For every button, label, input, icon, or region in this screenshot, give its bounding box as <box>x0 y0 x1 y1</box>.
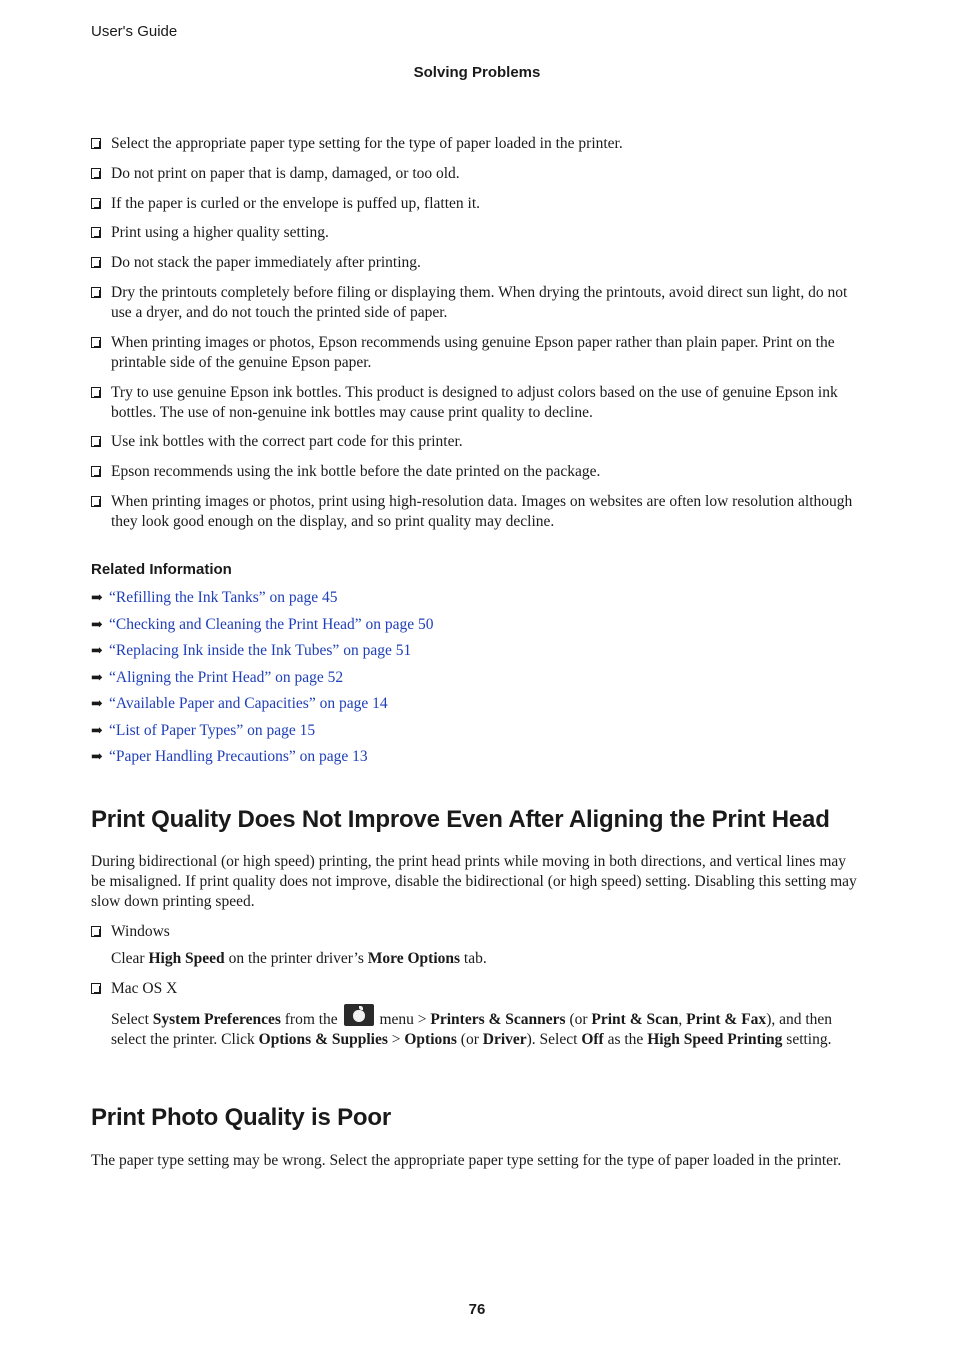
apple-icon <box>344 1004 374 1026</box>
checkbox-bullet-icon <box>91 168 101 179</box>
section-body: The paper type setting may be wrong. Select the appropriate paper type setting for the type of paper loaded in the printer. <box>91 1152 842 1169</box>
arrow-right-icon: ➡ <box>91 670 103 686</box>
section-intro: During bidirectional (or high speed) printing, the print head prints while moving in both directions, and vertical lines may be misaligned. If print quality does not improve, disable the bidirectional (or high speed) setting. Disabling this setting may slow down printing speed. <box>91 853 857 910</box>
arrow-right-icon: ➡ <box>91 644 103 659</box>
mac-instructions: Select System Preferences from the menu > Printers & Scanners (or Print & Scan, Print & Fax), and then select the printer. Click Options & Supplies > Options (or Driver). Select Off as the High Speed Printing setting. <box>111 1004 871 1050</box>
list-item: When printing images or photos, print using high-resolution data. Images on websites are often low resolution although they look good enough on the display, and so print quality may decline. <box>91 492 866 532</box>
section-heading-photo-quality: Print Photo Quality is Poor <box>91 1104 391 1131</box>
related-link-item <box>91 641 434 668</box>
related-link-item <box>91 588 434 615</box>
tips-list <box>91 134 866 542</box>
list-item: Select the appropriate paper type setting for the type of paper loaded in the printer. <box>91 134 866 154</box>
list-item: Do not print on paper that is damp, damaged, or too old. <box>91 164 866 184</box>
checkbox-bullet-icon <box>91 257 101 268</box>
list-item-windows: Windows <box>91 922 866 942</box>
list-item: Try to use genuine Epson ink bottles. This product is designed to adjust colors based on the use of genuine Epson ink bottles. The use of non-genuine ink bottles may cause print quality to decline. <box>91 383 866 423</box>
arrow-right-icon: ➡ <box>91 591 103 606</box>
related-link[interactable]: “Paper Handling Precautions” on page 13 <box>109 748 368 765</box>
related-link[interactable]: “Checking and Cleaning the Print Head” on page 50 <box>109 615 434 633</box>
related-link-item <box>91 721 434 748</box>
checkbox-bullet-icon <box>91 466 101 477</box>
section-heading-print-head: Print Quality Does Not Improve Even After Aligning the Print Head <box>91 806 830 833</box>
section-header: Solving Problems <box>413 64 541 81</box>
arrow-right-icon: ➡ <box>91 697 103 712</box>
checkbox-bullet-icon <box>91 436 101 447</box>
arrow-right-icon: ➡ <box>91 750 103 765</box>
arrow-right-icon: ➡ <box>91 723 103 739</box>
checkbox-bullet-icon <box>91 337 101 348</box>
arrow-right-icon: ➡ <box>91 617 103 633</box>
checkbox-bullet-icon <box>91 287 101 298</box>
list-item: Epson recommends using the ink bottle before the date printed on the package. <box>91 462 866 482</box>
windows-instructions: Clear High Speed on the printer driver’s More Options tab. <box>111 950 487 967</box>
list-item: Print using a higher quality setting. <box>91 223 866 243</box>
related-link-item <box>91 668 434 695</box>
page-number: 76 <box>468 1301 486 1318</box>
checkbox-bullet-icon <box>91 926 101 937</box>
related-link[interactable]: “Aligning the Print Head” on page 52 <box>109 668 344 686</box>
related-link-item <box>91 615 434 642</box>
related-link[interactable]: “Available Paper and Capacities” on page 14 <box>109 695 388 712</box>
list-item: Dry the printouts completely before filing or displaying them. When drying the printouts, avoid direct sun light, do not use a dryer, and do not touch the printed side of paper. <box>91 283 866 323</box>
list-item: If the paper is curled or the envelope is puffed up, flatten it. <box>91 194 866 214</box>
checkbox-bullet-icon <box>91 983 101 994</box>
list-item: Do not stack the paper immediately after printing. <box>91 253 866 273</box>
checkbox-bullet-icon <box>91 138 101 149</box>
related-link-item <box>91 747 434 774</box>
related-link[interactable]: “List of Paper Types” on page 15 <box>109 721 316 739</box>
related-link-item <box>91 694 434 721</box>
checkbox-bullet-icon <box>91 227 101 238</box>
related-links-list <box>91 588 434 774</box>
checkbox-bullet-icon <box>91 198 101 209</box>
checkbox-bullet-icon <box>91 496 101 507</box>
list-item: When printing images or photos, Epson recommends using genuine Epson paper rather than plain paper. Print on the printable side of the genuine Epson paper. <box>91 333 866 373</box>
related-information-heading: Related Information <box>91 561 232 578</box>
list-item-mac: Mac OS X <box>91 979 866 999</box>
document-title: User's Guide <box>91 23 178 40</box>
related-link[interactable]: “Refilling the Ink Tanks” on page 45 <box>109 589 338 606</box>
list-item: Use ink bottles with the correct part code for this printer. <box>91 432 866 452</box>
checkbox-bullet-icon <box>91 387 101 398</box>
related-link[interactable]: “Replacing Ink inside the Ink Tubes” on page 51 <box>109 642 412 659</box>
